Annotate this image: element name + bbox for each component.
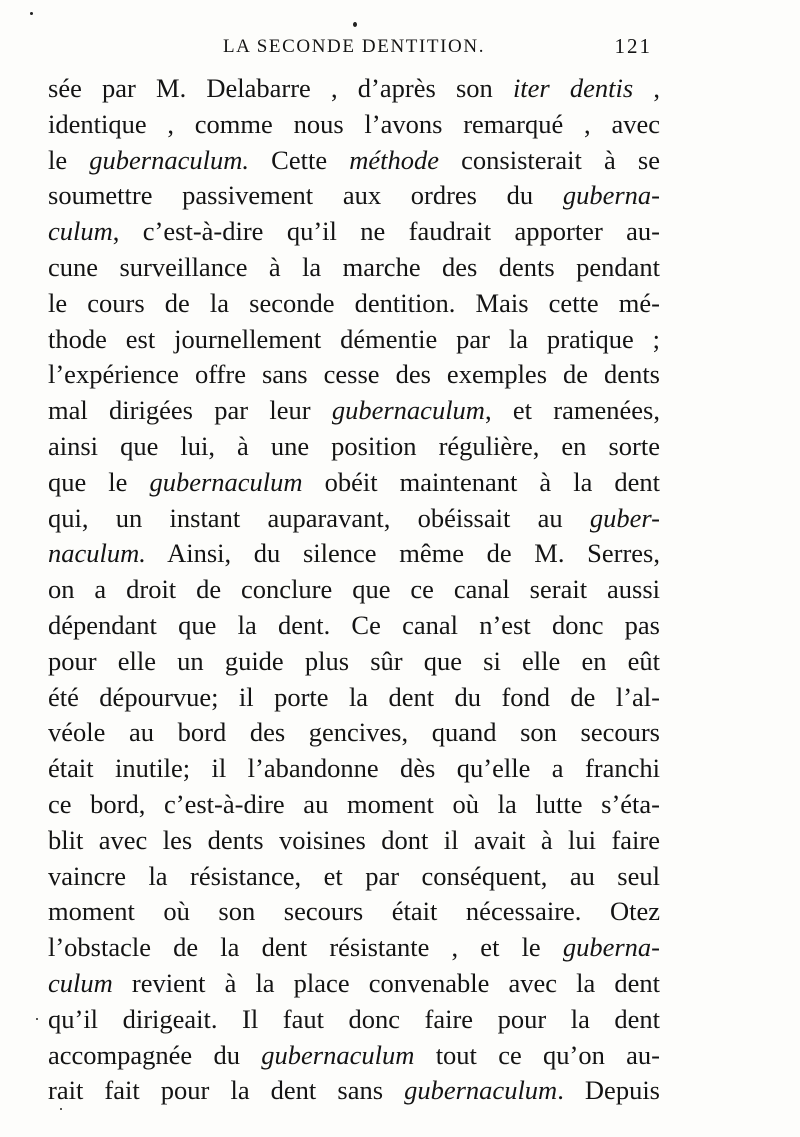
text-segment: thode est journellement démentie par la pratique ;	[48, 323, 660, 354]
text-segment: consisterait à se	[439, 144, 660, 175]
ink-speck	[30, 12, 33, 15]
text-segment: le	[48, 144, 90, 175]
text-segment: on a droit de conclure que ce canal serait aussi	[48, 574, 660, 605]
italic-text: guberna-	[562, 932, 660, 963]
text-segment: moment où son secours était nécessaire. Otez	[48, 896, 660, 927]
italic-text: naculum.	[48, 538, 146, 569]
text-segment: tout ce qu’on au-	[414, 1039, 660, 1070]
text-segment: , c’est-à-dire qu’il ne faudrait apporter au-	[112, 216, 660, 247]
italic-text: gubernaculum.	[89, 144, 249, 175]
text-segment: que le	[48, 466, 150, 497]
italic-text: culum	[48, 967, 113, 998]
text-line	[48, 107, 660, 143]
text-line	[48, 357, 660, 393]
text-line	[48, 930, 660, 966]
text-line	[48, 429, 660, 465]
text-segment: soumettre passivement aux ordres du	[48, 180, 563, 211]
text-segment: l’obstacle de la dent résistante , et le	[48, 932, 563, 963]
text-segment: sée par M. Delabarre , d’après son	[48, 73, 513, 103]
italic-text: guber-	[589, 502, 660, 533]
text-line	[48, 680, 660, 716]
text-segment: mal dirigées par leur	[48, 395, 332, 426]
page-number: 121	[614, 34, 652, 58]
text-segment: vaincre la résistance, et par conséquent, au seul	[48, 860, 660, 891]
text-line	[48, 465, 660, 501]
text-line	[48, 1073, 660, 1109]
text-line	[48, 322, 660, 358]
text-segment: qu’il dirigeait. Il faut donc faire pour la dent	[48, 1003, 660, 1034]
text-line	[48, 787, 660, 823]
text-segment: l’expérience offre sans cesse des exemples de dents	[48, 359, 660, 390]
text-line	[48, 178, 660, 214]
text-line	[48, 572, 660, 608]
text-segment: dépendant que la dent. Ce canal n’est donc pas	[48, 609, 660, 640]
text-segment: . Depuis	[557, 1075, 660, 1106]
italic-text: gubernaculum	[261, 1039, 415, 1070]
text-line	[48, 751, 660, 787]
text-line	[48, 894, 660, 930]
text-segment: identique , comme nous l’avons remarqué , avec	[48, 108, 660, 139]
italic-text: culum	[48, 216, 113, 247]
text-line	[48, 286, 660, 322]
text-segment: pour elle un guide plus sûr que si elle en eût	[48, 645, 660, 676]
italic-text: guberna-	[562, 180, 660, 211]
text-segment: blit avec les dents voisines dont il avait à lui faire	[48, 824, 660, 855]
italic-text: gubernaculum	[404, 1075, 558, 1106]
italic-text: gubernaculum	[149, 466, 303, 497]
text-line	[48, 608, 660, 644]
running-title: LA SECONDE DENTITION.	[222, 36, 486, 57]
text-line	[48, 715, 660, 751]
text-segment: était inutile; il l’abandonne dès qu’elle a franchi	[48, 753, 660, 784]
italic-text: gubernaculum	[331, 395, 485, 426]
ink-speck	[36, 1018, 38, 1020]
text-segment: Cette	[249, 144, 350, 175]
text-segment: le cours de la seconde dentition. Mais cette mé-	[48, 287, 660, 318]
text-segment: rait fait pour la dent sans	[48, 1075, 405, 1106]
text-segment: cune surveillance à la marche des dents pendant	[48, 251, 660, 282]
italic-text: méthode	[349, 144, 440, 175]
ink-speck	[353, 22, 357, 27]
text-segment: véole au bord des gencives, quand son secours	[48, 717, 660, 748]
text-line	[48, 393, 660, 429]
text-segment: ainsi que lui, à une position régulière, en sorte	[48, 430, 660, 461]
text-line	[48, 966, 660, 1002]
text-segment: été dépourvue; il porte la dent du fond de l’al-	[48, 681, 660, 712]
text-line	[48, 1038, 660, 1074]
text-segment: obéit maintenant à la dent	[302, 466, 660, 497]
text-line	[48, 644, 660, 680]
text-segment: ,	[633, 73, 661, 103]
body-text	[48, 71, 660, 1109]
text-segment: qui, un instant auparavant, obéissait au	[48, 502, 590, 533]
text-segment: accompagnée du	[48, 1039, 262, 1070]
italic-text: iter dentis	[512, 73, 634, 103]
text-line	[48, 501, 660, 537]
text-segment: Ainsi, du silence même de M. Serres,	[145, 538, 660, 569]
text-line	[48, 859, 660, 895]
text-line	[48, 143, 660, 179]
running-head	[48, 36, 660, 66]
text-line	[48, 250, 660, 286]
text-segment: ce bord, c’est-à-dire au moment où la lutte s’éta-	[48, 788, 660, 819]
text-line	[48, 1002, 660, 1038]
text-segment: revient à la place convenable avec la dent	[112, 967, 660, 998]
text-line	[48, 214, 660, 250]
text-line	[48, 823, 660, 859]
text-line	[48, 71, 660, 107]
text-line	[48, 536, 660, 572]
text-segment: , et ramenées,	[484, 395, 660, 426]
